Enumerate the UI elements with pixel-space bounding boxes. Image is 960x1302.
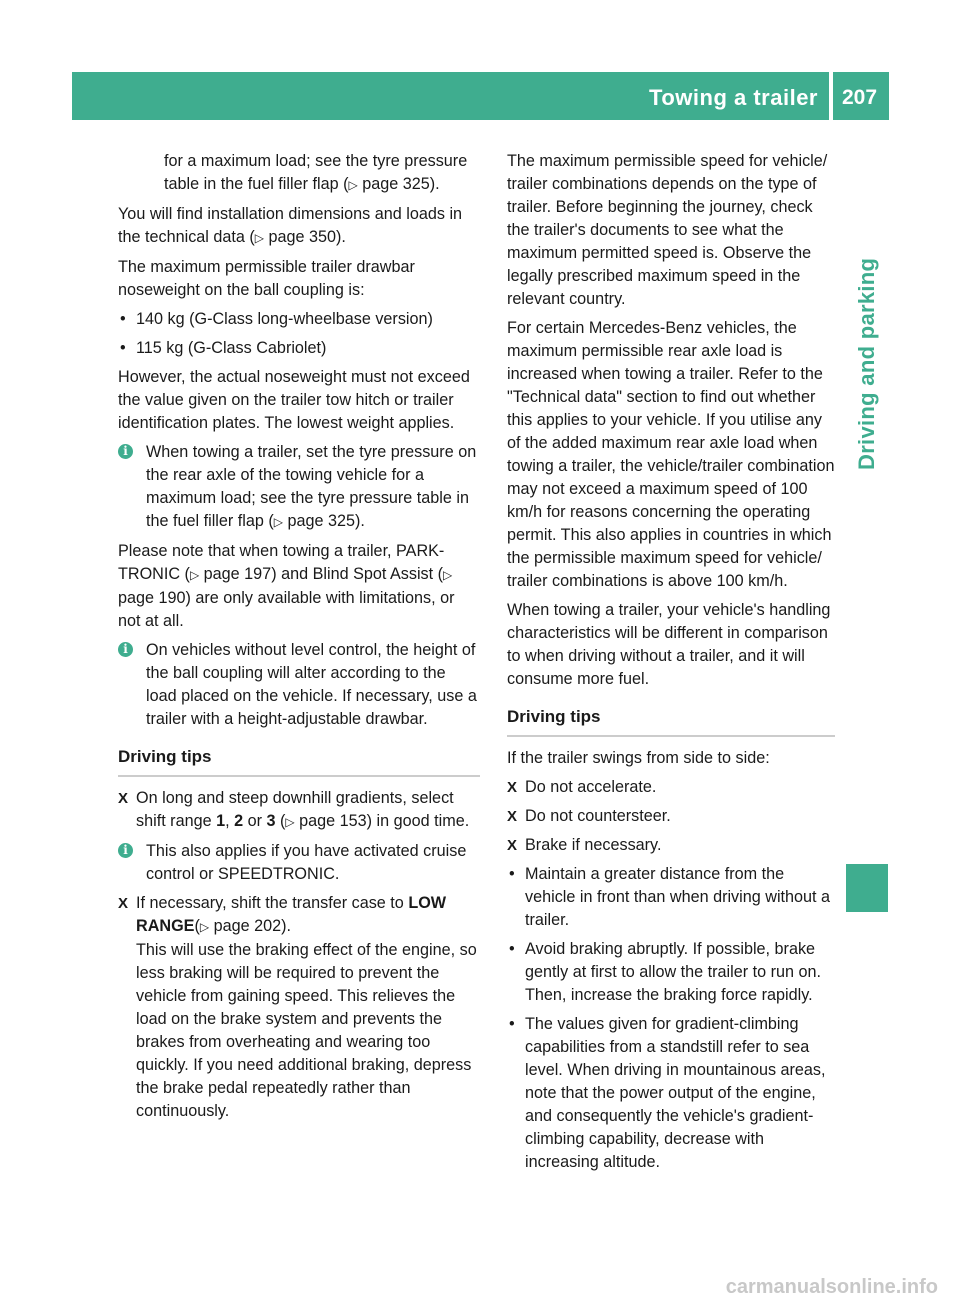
paragraph: The maximum permissible trailer drawbar noseweight on the ball coupling is:: [118, 258, 415, 299]
info-note: i When towing a trailer, set the tyre pressure on the rear axle of the towing vehicle for a maximum load; see the tyre pressure table in the fuel filler flap (▷ page 325).: [118, 441, 480, 534]
page-ref-icon: ▷: [348, 178, 358, 192]
page-ref-icon: ▷: [199, 920, 210, 934]
page-ref-link[interactable]: page 197) and Blind Spot Assist (: [203, 565, 444, 583]
paragraph: Please note that when towing a trailer, PARK-TRONIC (▷ page 197) and Blind Spot Assist (▷ page 190) are only available with limitations, or not at all.: [118, 542, 455, 630]
right-column: [507, 150, 835, 1180]
step-icon: X: [507, 808, 518, 825]
page-ref-icon: ▷: [189, 568, 200, 582]
section-tab-marker: [846, 864, 888, 912]
page-ref-icon: ▷: [273, 515, 283, 529]
section-heading: Driving tips: [507, 705, 835, 737]
page-ref-icon: ▷: [285, 815, 295, 829]
step-item: X If necessary, shift the transfer case to LOW RANGE(▷ page 202). This will use the braking effect of the engine, so less braking will be required to prevent the vehicle from gaining speed. This relieves the load on the brake system and prevents the brakes from overheating and wearing too quickly. If you need additional braking, depress the brake pedal repeatedly rather than continuously.: [118, 894, 477, 1120]
step-item: X On long and steep downhill gradients, select shift range 1, 2 or 3 (▷ page 153) in good time.: [118, 789, 470, 830]
step-icon: X: [118, 895, 129, 912]
list-item: • Maintain a greater distance from the vehicle in front than when driving without a trailer.: [507, 863, 835, 932]
step-icon: X: [118, 790, 129, 807]
page-ref-link[interactable]: page 350).: [268, 228, 346, 246]
left-column: [118, 150, 480, 1129]
paragraph: You will find installation dimensions and loads in the technical data (▷ page 350).: [118, 205, 463, 246]
page-ref-link[interactable]: page 325).: [287, 512, 365, 530]
paragraph: for a maximum load; see the tyre pressure table in the fuel filler flap (▷ page 325).: [164, 152, 468, 193]
section-heading: Driving tips: [118, 745, 480, 777]
list-item: • 140 kg (G-Class long-wheelbase version): [118, 308, 480, 331]
page-ref-link[interactable]: page 190) are only available with limitations, or not at all.: [118, 589, 455, 630]
info-icon: i: [118, 843, 133, 858]
page-ref-link[interactable]: page 325).: [362, 175, 440, 193]
list-item: • 115 kg (G-Class Cabriolet): [118, 337, 480, 360]
page-ref-link[interactable]: page 153) in good time.: [299, 812, 470, 830]
list-item: • The values given for gradient-climbing capabilities from a standstill refer to sea level. When driving in mountainous areas, note that the power output of the engine, and consequently the vehicle's gradient-climbing capability, decrease with increasing altitude.: [507, 1013, 835, 1174]
step-item: X Do not countersteer.: [507, 805, 835, 828]
page-number: 207: [842, 86, 878, 109]
step-item: X Brake if necessary.: [507, 834, 835, 857]
paragraph: For certain Mercedes-Benz vehicles, the maximum permissible rear axle load is increased when towing a trailer. Refer to the "Technical data" section to find out whether this applies to your vehicle. If you utilise any of the added maximum rear axle load when towing a trailer, the vehicle/trailer combination may not exceed a maximum speed of 100 km/h for reasons concerning the operating permit. This also applies in countries in which the permissible maximum speed for vehicle/ trailer combinations is above 100 km/h.: [507, 319, 835, 590]
paragraph: When towing a trailer, your vehicle's handling characteristics will be different in comparison to when driving without a trailer, and it will consume more fuel.: [507, 601, 831, 688]
page-ref-link[interactable]: page 202).: [213, 917, 291, 935]
info-note: i This also applies if you have activated cruise control or SPEEDTRONIC.: [118, 840, 480, 886]
step-icon: X: [507, 837, 518, 854]
info-note: i On vehicles without level control, the height of the ball coupling will alter according to the load placed on the vehicle. If necessary, use a trailer with a height-adjustable drawbar.: [118, 639, 480, 731]
header-divider: [829, 72, 833, 120]
paragraph: If the trailer swings from side to side:: [507, 749, 770, 767]
info-icon: i: [118, 444, 133, 459]
info-icon: i: [118, 642, 133, 657]
step-icon: X: [507, 779, 518, 796]
step-item: X Do not accelerate.: [507, 776, 835, 799]
page-ref-icon: ▷: [254, 231, 265, 245]
paragraph: However, the actual noseweight must not exceed the value given on the trailer tow hitch or trailer identification plates. The lowest weight applies.: [118, 368, 470, 432]
watermark: carmanualsonline.info: [725, 1276, 938, 1298]
section-tab-label: Driving and parking: [854, 257, 879, 470]
page-ref-icon: ▷: [443, 568, 453, 582]
page-title: Towing a trailer: [649, 85, 818, 110]
paragraph: The maximum permissible speed for vehicle/ trailer combinations depends on the type of trailer. Before beginning the journey, check the trailer's documents to see what the maximum permitted speed is. Observe the legally prescribed maximum speed in the relevant country.: [507, 152, 828, 308]
list-item: • Avoid braking abruptly. If possible, brake gently at first to allow the trailer to run on. Then, increase the braking force rapidly.: [507, 938, 835, 1007]
